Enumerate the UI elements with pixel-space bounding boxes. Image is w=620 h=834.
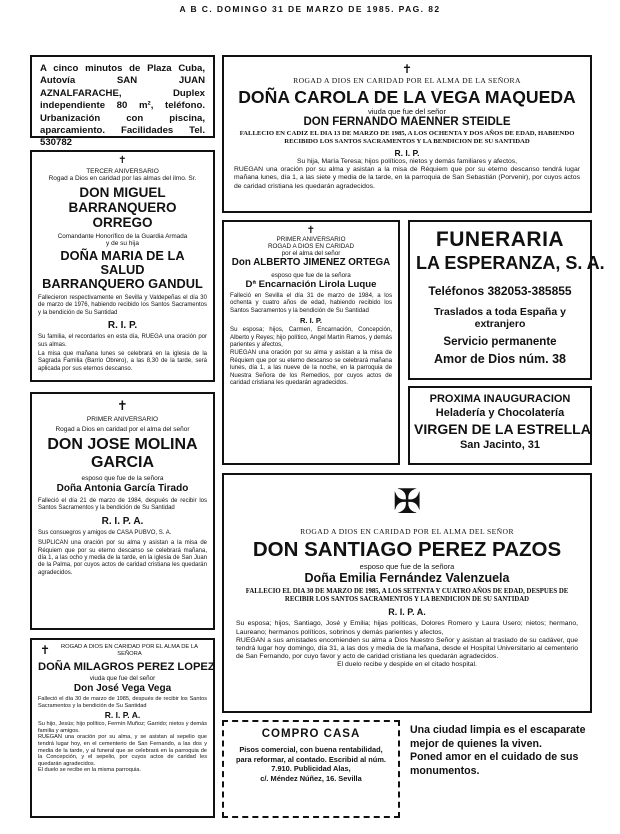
- mass-notice: RUEGAN una oración por su alma y asistan a la misa de Réquiem que por su eterno descanso se celebrará mañana lunes, día 1, a las nueve de la noche, en la parroquia de Nuestra Señora de los Remedios, por cuyos actos de caridad cristiana les quedarán agradecidos.: [230, 349, 392, 387]
- soul-line: por el alma del señor: [281, 250, 341, 257]
- prayer-line: ROGAD A DIOS EN CARIDAD POR EL ALMA DEL SEÑOR: [300, 527, 514, 536]
- daughter-name: DOÑA MARIA DE LA SALUD: [60, 248, 185, 277]
- funeraria-phones: Teléfonos 382053-385855: [428, 284, 572, 298]
- family-line: Su hijo, Jesús; hijo político, Fermín Muñoz; Garrido; nietos y demás familia y amigos.: [38, 721, 207, 734]
- spouse-line: esposo que fue de la señora: [359, 562, 455, 571]
- compro-body: Pisos comercial, con buena rentabilidad, para reformar, al contado. Escribid al núm. 7.910. Publicidad Alas,: [236, 745, 386, 774]
- widow-line: viuda que fue del señor: [89, 675, 156, 682]
- daughter-name-cont: BARRANQUERO GANDUL: [42, 276, 203, 291]
- husband-name: Don José Vega Vega: [73, 683, 172, 694]
- prayer-line: ROGAD A DIOS EN CARIDAD POR EL ALMA DE LA SEÑORA: [60, 644, 199, 657]
- widow-line: viuda que fue del señor: [368, 107, 446, 116]
- death-details: FALLECIO EL DIA 30 DE MARZO DE 1985, A LOS SETENTA Y CUATRO AÑOS DE EDAD, DESPUES DE RECIBIR LOS SANTOS SACRAMENTOS Y LA BENDICION DE SU SANTIDAD: [245, 588, 569, 604]
- rip: R. I. P.: [394, 148, 420, 158]
- house-ad: [30, 55, 215, 149]
- death-details: Falleció el día 21 de marzo de 1984, después de recibir los Santos Sacramentos y la bendición de Su Santidad: [38, 498, 207, 512]
- funeraria-address: Amor de Dios núm. 38: [434, 352, 566, 366]
- obituary-perez-pazos: [222, 473, 592, 713]
- funeraria-ad: [408, 220, 605, 380]
- obituary-vega-maqueda: [222, 55, 592, 213]
- ciudad-text2: Poned amor en el cuidado de sus monumentos.: [410, 751, 579, 777]
- funeraria-title: FUNERARIA: [435, 228, 565, 251]
- heladeria-line1: PROXIMA INAUGURACION: [429, 393, 571, 405]
- mourning-line: El duelo se recibe en la misma parroquia.: [38, 767, 141, 774]
- deceased-name: DOÑA CAROLA DE LA VEGA MAQUEDA: [238, 87, 576, 107]
- anniversary-line: PRIMER ANIVERSARIO: [86, 416, 159, 423]
- prayer-line: Rogad a Dios en caridad por las almas del ilmo. Sr.: [48, 175, 197, 182]
- family-line: Su hija, María Teresa; hijos políticos, nietos y demás familiares y afectos,: [296, 158, 518, 165]
- house-ad-text: A cinco minutos de Plaza Cuba, Autovía SAN JUAN AZNALFARACHE, Duplex independiente 80 m², teléfono. Urbanización con piscina, aparcamiento. Facilidades Tel. 530782: [40, 63, 205, 149]
- cross-icon: ✝: [401, 62, 413, 76]
- funeraria-line1: Traslados a toda España y: [434, 306, 566, 318]
- deceased-name: Don ALBERTO JIMENEZ ORTEGA: [231, 257, 391, 268]
- rip: R. I. P. A.: [388, 607, 426, 618]
- obituary-molina-garcia: [30, 392, 215, 630]
- spouse-line: esposo que fue de la señora: [81, 475, 164, 482]
- funeraria-company: LA ESPERANZA, S. A.: [416, 253, 605, 273]
- heladeria-line2: Heladería y Chocolatería: [435, 407, 565, 419]
- mourning-line: El duelo recibe y despide en el citado hospital.: [337, 661, 477, 669]
- cross-icon: ✝: [39, 643, 51, 657]
- deceased-name: DON MIGUEL BARRANQUERO: [68, 185, 177, 215]
- ciudad-text1: Una ciudad limpia es el escaparate mejor de quienes la viven.: [410, 724, 586, 750]
- anniversary-line: TERCER ANIVERSARIO: [86, 168, 159, 175]
- transfer-notice: RUEGAN a sus amistades encomienden su alma a Dios Nuestro Señor y asistan al traslado de su cadáver, que tendrá lugar hoy domingo, día 31, a las dos y media de la mañana, desde el Hospital Universitario al cementerio de San Fernando, por cuyo favor y acto de caridad cristiana les quedarán agradecidos.: [236, 636, 578, 661]
- spouse-name: Doña Emilia Fernández Valenzuela: [304, 571, 510, 585]
- deceased-name-cont: GARCIA: [90, 454, 155, 471]
- deceased-name: DON JOSE MOLINA: [47, 436, 198, 453]
- death-details: FALLECIO EN CADIZ EL DIA 13 DE MARZO DE 1985, A LOS OCHENTA Y DOS AÑOS DE EDAD, HABIENDO RECIBIDO LOS SANTOS SACRAMENTOS Y LA BENDICION DE SU SANTIDAD: [239, 130, 575, 145]
- prayer-line: ROGAD A DIOS EN CARIDAD: [267, 243, 355, 250]
- compro-title: COMPRO CASA: [261, 728, 361, 740]
- and-daughter-line: y de su hija: [106, 240, 139, 247]
- rank-line: Comandante Honorífico de la Guardia Armada: [57, 233, 188, 240]
- compro-address: c/. Méndez Núñez, 16. Sevilla: [260, 773, 362, 783]
- obituary-jimenez-ortega: [222, 220, 400, 465]
- deceased-name: DON SANTIAGO PEREZ PAZOS: [252, 538, 562, 561]
- funeraria-line2: extranjero: [474, 318, 526, 330]
- deceased-name-cont: ORREGO: [92, 215, 153, 230]
- death-details: Fallecieron respectivamente en Sevilla y Valdepeñas el día 30 de marzo de 1976, habiendo recibido los Santos Sacramentos y la bendición de Su Santidad: [38, 295, 207, 316]
- spouse-name: Dª Encarnación Lirola Luque: [245, 279, 377, 290]
- spouse-name: Doña Antonia García Tirado: [56, 483, 189, 494]
- heladeria-ad: [408, 386, 592, 465]
- obituary-perez-lopez: [30, 638, 215, 818]
- husband-name: DON FERNANDO MAENNER STEIDLE: [303, 116, 511, 128]
- prayer-line: Rogad a Dios en caridad por el alma del señor: [55, 426, 190, 433]
- family-line: Su esposa; hijos, Santiago, José y Emilia; hijas políticas, Dolores Romero y Laura Usero; nietos; hermano, Laureano; hermanos políticos, sobrinos y demás parientes y afectos,: [236, 620, 578, 636]
- funeraria-line3: Servicio permanente: [443, 336, 557, 348]
- anniversary-line: PRIMER ANIVERSARIO: [276, 236, 346, 243]
- ornate-cross-icon: ✠: [392, 482, 422, 522]
- prayer-line: ROGAD A DIOS EN CARIDAD POR EL ALMA DE LA SEÑORA: [293, 76, 521, 85]
- page-header: A B C. DOMINGO 31 DE MARZO DE 1985. PAG. 82: [179, 4, 441, 14]
- cross-icon: ✝: [306, 225, 316, 236]
- rip: R. I. P. A.: [104, 710, 141, 721]
- heladeria-line3: VIRGEN DE LA ESTRELLA: [414, 421, 591, 437]
- family-line: Su esposa; hijos, Carmen, Encarnación, Concepción, Alberto y Reyes; hijo político, Angel Martín Ramos, y demás parientes y afectos,: [230, 326, 392, 349]
- obituary-barranquero-orrego: [30, 150, 215, 382]
- ciudad-limpia-ad: [408, 720, 592, 818]
- death-details: Falleció el día 30 de marzo de 1985, después de recibir los Santos Sacramentos y la bendición de Su Santidad: [38, 696, 207, 709]
- mass-notice: RUEGAN una oración por su alma, y se asistan al sepelio que tendrá lugar hoy, en el cementerio de San Fernando, a las dos y media de la tarde, y al funeral que se celebrará en la parroquia de la Concepción, y el sepelio, por cuyos actos de caridad les quedarán agradecidos.: [38, 734, 207, 767]
- mass-notice: SUPLICAN una oración por su alma y asistan a la misa de Réquiem que por su eterno descanso se celebrará mañana, día 1, a las ocho y media de la tarde, en la iglesia de San Juan de la Palma, por cuyos actos de caridad cristiana les quedarán agradecidos.: [38, 540, 207, 576]
- cross-icon: ✝: [118, 155, 127, 166]
- mass-notice: RUEGAN una oración por su alma y asistan a la misa de Réquiem que por su eterno descanso tendrá lugar mañana lunes, día 1, a las siete y media de la tarde, en la parroquia de San Sebastián (Porvenir), por cuyos actos de caridad cristiana les quedarán agradecidos.: [234, 166, 580, 190]
- deceased-name: DOÑA MILAGROS PEREZ LOPEZ: [38, 661, 215, 673]
- rip: R. I. P.: [300, 316, 322, 326]
- compro-casa-ad: [222, 720, 400, 818]
- rip: R. I. P. A.: [101, 515, 144, 527]
- cross-icon: ✝: [117, 399, 128, 414]
- heladeria-address: San Jacinto, 31: [459, 439, 541, 451]
- family-line: Sus consuegros y amigos de CASA PUBVO, S. A.: [38, 529, 172, 536]
- spouse-line: esposo que fue de la señora: [271, 272, 351, 279]
- rip: R. I. P.: [107, 320, 138, 332]
- family-request: Su familia, el recordarlos en esta día, RUEGA una oración por sus almas.: [38, 334, 207, 348]
- death-details: Falleció en Sevilla el día 31 de marzo de 1984, a los ochenta y cuatro años de edad, habiendo recibido los Santos Sacramentos y la bendición de Su Santidad: [230, 292, 392, 314]
- mass-notice: La misa que mañana lunes se celebrará en la iglesia de la Sagrada Familia (Barrio Obrero), a las 8,30 de la tarde, será aplicada por sus eternos descanso.: [38, 351, 207, 372]
